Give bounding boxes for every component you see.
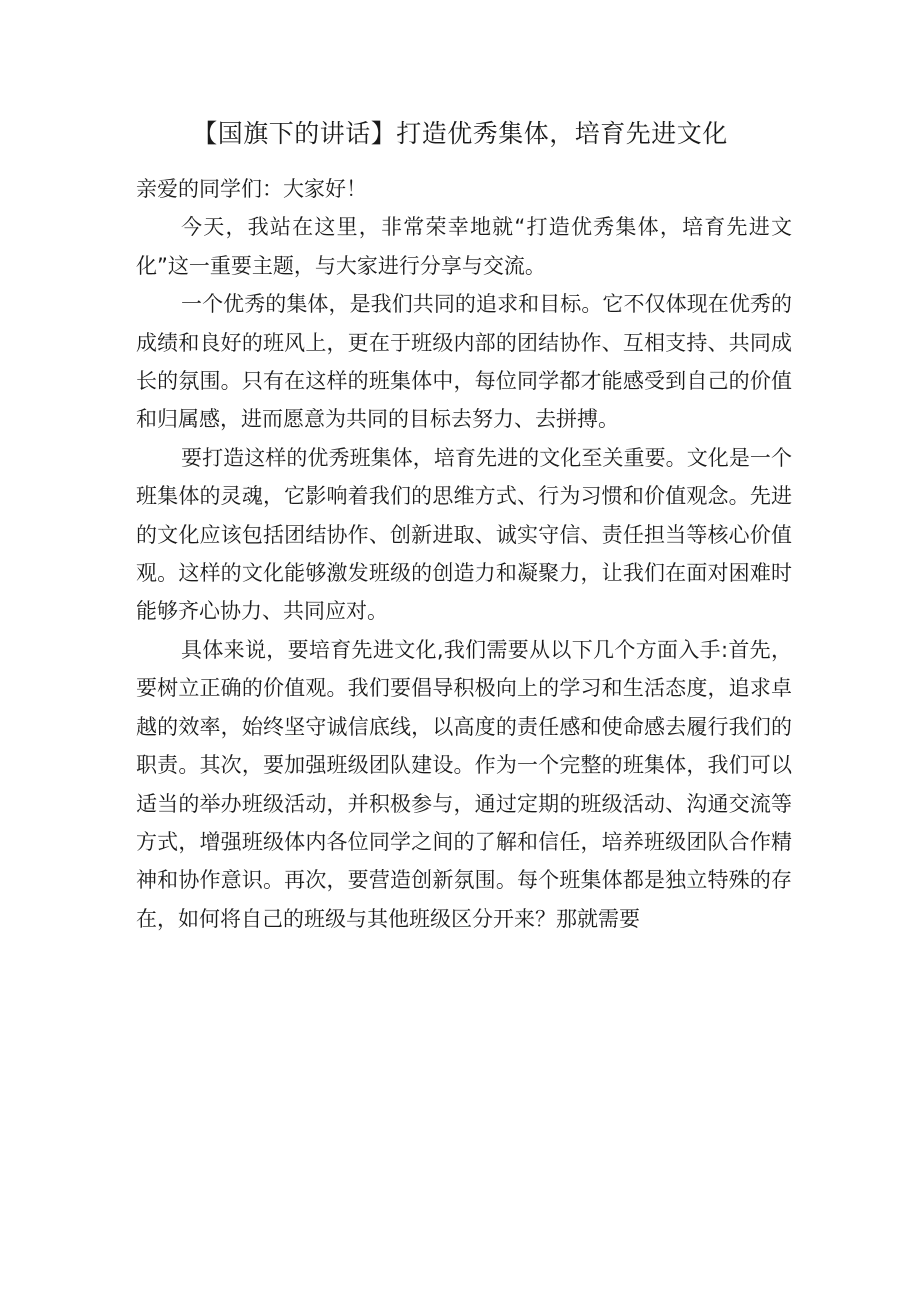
paragraph-advanced-culture: 要打造这样的优秀班集体，培育先进的文化至关重要。文化是一个班集体的灵魂，它影响着我们的思维方式、行为习惯和价值观念。先进的文化应该包括团结协作、创新进取、诚实守信、责任担当等核心价值观。这样的文化能够激发班级的创造力和凝聚力，让我们在面对困难时能够齐心协力、共同应对。 bbox=[136, 445, 792, 624]
document-body bbox=[136, 170, 792, 938]
paragraph-specific-measures: 具体来说，要培育先进文化,我们需要从以下几个方面入手:首先，要树立正确的价值观。我们要倡导积极向上的学习和生活态度，追求卓越的效率，始终坚守诚信底线，以高度的责任感和使命感去履行我们的职责。其次，要加强班级团队建设。作为一个完整的班集体，我们可以适当的举办班级活动，并积极参与，通过定期的班级活动、沟通交流等方式，增强班级体内各位同学之间的了解和信任，培养班级团队合作精神和协作意识。再次，要营造创新氛围。每个班集体都是独立特殊的存在，如何将自己的班级与其他班级区分开来？那就需要 bbox=[136, 637, 792, 931]
paragraph-excellent-collective: 一个优秀的集体，是我们共同的追求和目标。它不仅体现在优秀的成绩和良好的班风上，更在于班级内部的团结协作、互相支持、共同成长的氛围。只有在这样的班集体中，每位同学都才能感受到自己的价值和归属感，进而愿意为共同的目标去努力、去拼搏。 bbox=[136, 292, 792, 432]
document-title: 【国旗下的讲话】打造优秀集体，培育先进文化 bbox=[192, 119, 728, 148]
greeting-line: 亲爱的同学们：大家好！ bbox=[136, 177, 367, 201]
paragraph-intro: 今天，我站在这里，非常荣幸地就“打造优秀集体，培育先进文化”这一重要主题，与大家进行分享与交流。 bbox=[136, 215, 792, 278]
